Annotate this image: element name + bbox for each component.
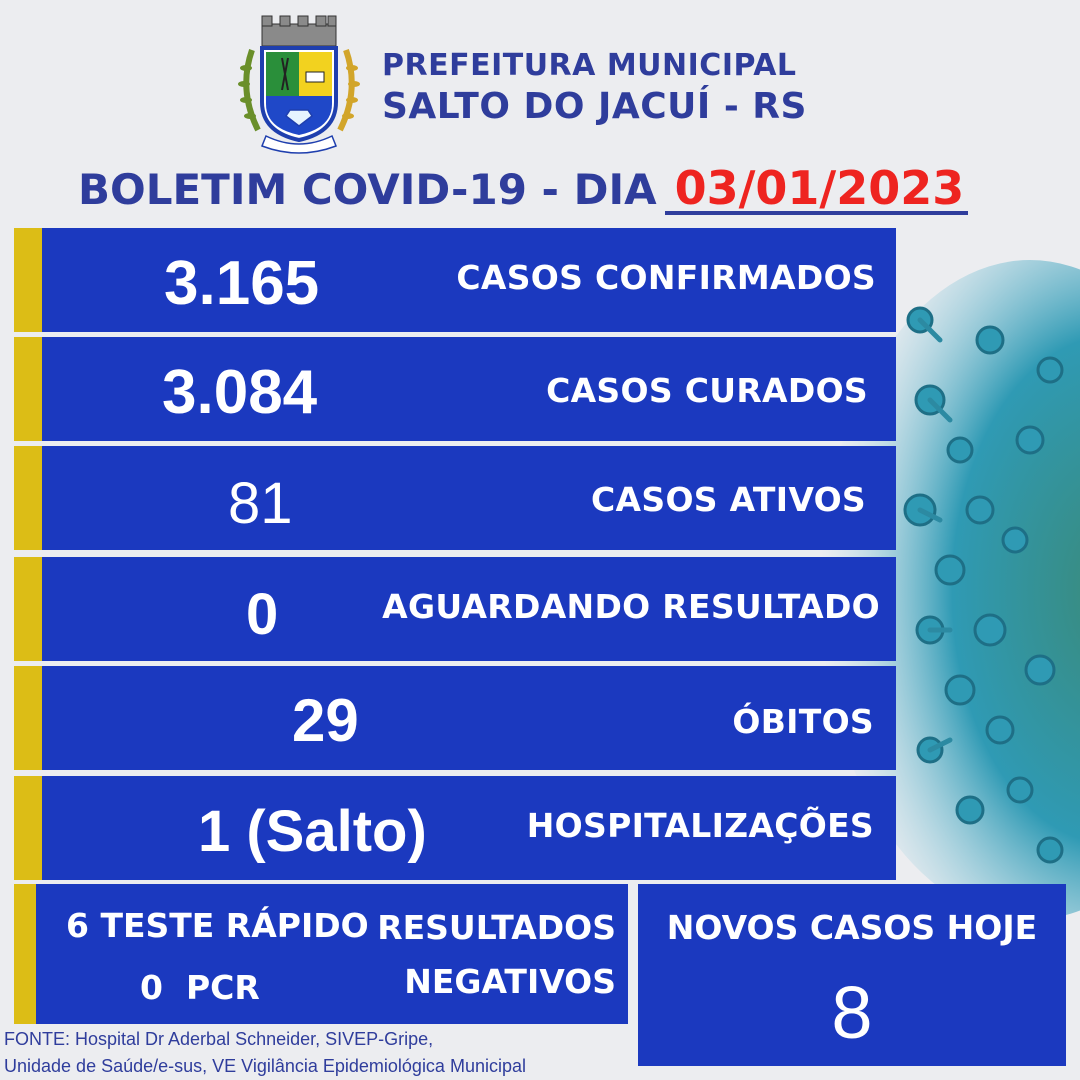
hospitalizations-value: 1 (Salto) — [198, 799, 427, 864]
active-cases-value: 81 — [228, 471, 293, 536]
new-cases-panel — [638, 884, 1066, 1066]
bulletin-date: 03/01/2023 — [665, 165, 969, 215]
hospitalizations-label: HOSPITALIZAÇÕES — [526, 806, 874, 845]
rapid-test-count: 6 TESTE RÁPIDO — [66, 906, 369, 945]
bulletin-heading — [78, 161, 968, 215]
recovered-cases-label: CASOS CURADOS — [546, 371, 868, 410]
deaths-value: 29 — [292, 687, 359, 754]
stat-row-active — [14, 446, 896, 550]
active-cases-label: CASOS ATIVOS — [591, 480, 866, 519]
tests-panel — [14, 884, 628, 1024]
source-line-2: Unidade de Saúde/e-sus, VE Vigilância Epidemiológica Municipal — [4, 1056, 526, 1076]
stat-row-pending — [14, 557, 896, 661]
negative-results-label-line1: RESULTADOS — [377, 908, 616, 947]
source-note — [4, 1026, 526, 1080]
pending-results-label: AGUARDANDO RESULTADO — [382, 587, 880, 626]
pcr-test-count: 0 PCR — [140, 968, 260, 1007]
stat-row-deaths — [14, 666, 896, 770]
source-line-1: FONTE: Hospital Dr Aderbal Schneider, SIVEP-Gripe, — [4, 1029, 434, 1049]
panel-accent-bar — [14, 884, 36, 1024]
municipal-crest-logo — [232, 10, 366, 156]
row-accent-bar — [14, 446, 42, 550]
new-cases-label: NOVOS CASOS HOJE — [666, 908, 1038, 947]
stat-row-hospitalizations — [14, 776, 896, 880]
pending-results-value: 0 — [246, 582, 279, 647]
stat-row-recovered — [14, 337, 896, 441]
row-accent-bar — [14, 666, 42, 770]
negative-results-label-line2: NEGATIVOS — [404, 962, 616, 1001]
row-accent-bar — [14, 776, 42, 880]
municipality-name: SALTO DO JACUÍ - RS — [382, 86, 807, 127]
recovered-cases-value: 3.084 — [162, 358, 318, 427]
row-accent-bar — [14, 557, 42, 661]
row-accent-bar — [14, 228, 42, 332]
stat-row-confirmed — [14, 228, 896, 332]
new-cases-value: 8 — [831, 971, 873, 1054]
municipality-title: PREFEITURA MUNICIPAL — [382, 48, 797, 83]
confirmed-cases-label: CASOS CONFIRMADOS — [456, 258, 876, 297]
deaths-label: ÓBITOS — [732, 702, 874, 741]
row-accent-bar — [14, 337, 42, 441]
confirmed-cases-value: 3.165 — [164, 249, 320, 318]
bulletin-title: BOLETIM COVID-19 - DIA — [78, 165, 657, 214]
